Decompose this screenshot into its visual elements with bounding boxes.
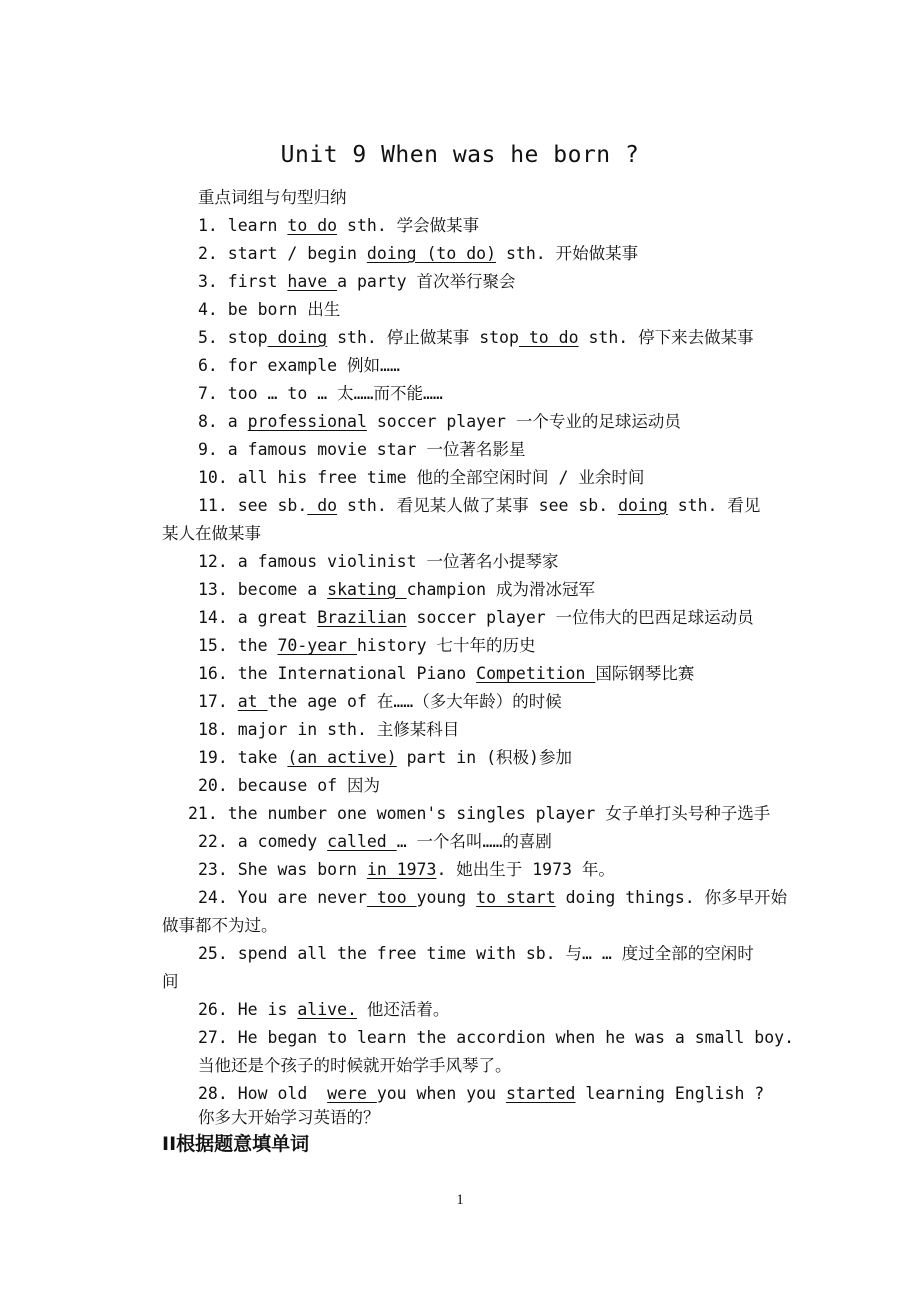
list-item: 3. first have a party 首次举行聚会 bbox=[198, 272, 516, 291]
list-item-continuation: 某人在做某事 bbox=[162, 524, 261, 543]
list-item-continuation: 做事都不为过。 bbox=[162, 916, 278, 935]
list-item: 1. learn to do sth. 学会做某事 bbox=[198, 216, 480, 235]
section-title: ⅠⅠ根据题意填单词 bbox=[162, 1133, 310, 1155]
list-item: 23. She was born in 1973. 她出生于 1973 年。 bbox=[198, 860, 615, 879]
list-item: 25. spend all the free time with sb. 与… … 度过全部的空闲时 bbox=[198, 944, 754, 963]
list-item: 5. stop doing sth. 停止做某事 stop to do sth. 停下来去做某事 bbox=[198, 328, 754, 347]
list-item: 19. take (an active) part in (积极)参加 bbox=[198, 748, 572, 767]
list-item: 2. start / begin doing (to do) sth. 开始做某事 bbox=[198, 244, 639, 263]
list-item: 24. You are never too young to start doing things. 你多早开始 bbox=[198, 888, 788, 907]
list-item: 27. He began to learn the accordion when he was a small boy. bbox=[198, 1028, 795, 1047]
list-item: 9. a famous movie star 一位著名影星 bbox=[198, 440, 526, 459]
list-item: 28. How old were you when you started learning English ? bbox=[198, 1084, 765, 1103]
list-item-translation: 当他还是个孩子的时候就开始学手风琴了。 bbox=[198, 1056, 512, 1075]
list-item-translation: 你多大开始学习英语的？ bbox=[198, 1108, 380, 1127]
list-item: 12. a famous violinist 一位著名小提琴家 bbox=[198, 552, 559, 571]
list-item: 7. too … to … 太……而不能…… bbox=[198, 384, 443, 403]
list-item: 22. a comedy called … 一个名叫……的喜剧 bbox=[198, 832, 552, 851]
list-item: 4. be born 出生 bbox=[198, 300, 341, 319]
section-heading: 重点词组与句型归纳 bbox=[198, 188, 347, 207]
list-item: 20. because of 因为 bbox=[198, 776, 381, 795]
page-title: Unit 9 When was he born ? bbox=[280, 142, 640, 168]
list-item: 14. a great Brazilian soccer player 一位伟大的巴西足球运动员 bbox=[198, 608, 754, 627]
list-item: 6. for example 例如…… bbox=[198, 356, 400, 375]
list-item: 17. at the age of 在……（多大年龄）的时候 bbox=[198, 692, 562, 711]
list-item: 26. He is alive. 他还活着。 bbox=[198, 1000, 450, 1019]
list-item: 16. the International Piano Competition 国际钢琴比赛 bbox=[198, 664, 695, 683]
list-item: 10. all his free time 他的全部空闲时间 / 业余时间 bbox=[198, 468, 645, 487]
list-item: 21. the number one women's singles player 女子单打头号种子选手 bbox=[188, 804, 771, 823]
page-number: 1 bbox=[456, 1192, 464, 1208]
list-item: 11. see sb. do sth. 看见某人做了某事 see sb. doing sth. 看见 bbox=[198, 496, 761, 515]
list-item: 15. the 70-year history 七十年的历史 bbox=[198, 636, 536, 655]
list-item: 8. a professional soccer player 一个专业的足球运动员 bbox=[198, 412, 681, 431]
list-item-continuation: 间 bbox=[162, 972, 179, 991]
list-item: 18. major in sth. 主修某科目 bbox=[198, 720, 460, 739]
list-item: 13. become a skating champion 成为滑冰冠军 bbox=[198, 580, 596, 599]
